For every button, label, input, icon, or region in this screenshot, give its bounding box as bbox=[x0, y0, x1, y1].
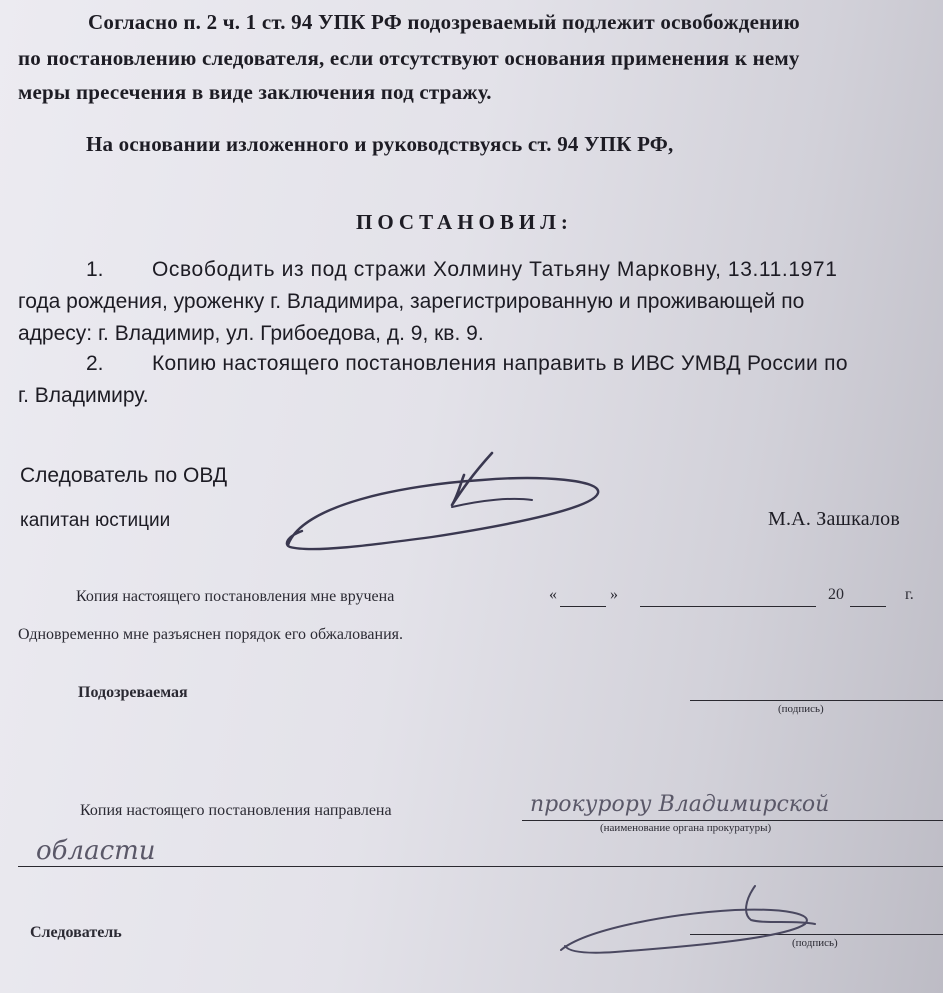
date-year-blank[interactable] bbox=[850, 606, 886, 607]
suspect-signature-line[interactable] bbox=[690, 700, 943, 701]
prosecutor-office-caption: (наименование органа прокуратуры) bbox=[600, 822, 772, 834]
suspect-label: Подозреваемая bbox=[78, 684, 188, 701]
date-close-quote: » bbox=[610, 586, 618, 603]
investigator-name: М.А. Зашкалов bbox=[768, 508, 901, 530]
prosecutor-office-handwriting: прокурору Владимирской bbox=[530, 792, 830, 817]
copy-received-label: Копия настоящего постановления мне вручена bbox=[76, 588, 395, 605]
item-2-number: 2. bbox=[86, 352, 104, 375]
date-year-suffix: г. bbox=[905, 586, 914, 603]
investigator-rank: капитан юстиции bbox=[20, 510, 171, 531]
prosecutor-office-line[interactable] bbox=[522, 820, 943, 821]
paragraph-grounds: На основании изложенного и руководствуясь ст. 94 УПК РФ, bbox=[86, 132, 674, 156]
prosecutor-region-handwriting: области bbox=[36, 836, 156, 866]
copy-sent-label: Копия настоящего постановления направлена bbox=[80, 802, 392, 819]
paragraph-legal-basis-line2: по постановлению следователя, если отсутствуют основания применения к нему bbox=[18, 46, 800, 70]
prosecutor-region-line[interactable] bbox=[18, 866, 943, 867]
investigator-signature-image-2 bbox=[555, 880, 855, 960]
investigator-title: Следователь по ОВД bbox=[20, 464, 228, 487]
date-year-prefix: 20 bbox=[828, 586, 844, 603]
investigator-signature-image bbox=[282, 445, 622, 565]
item-1-number: 1. bbox=[86, 258, 104, 281]
date-month-blank[interactable] bbox=[640, 606, 816, 607]
decision-heading: ПОСТАНОВИЛ: bbox=[356, 210, 573, 234]
item-1-line1: Освободить из под стражи Холмину Татьяну Марковну, 13.11.1971 bbox=[152, 258, 838, 281]
date-open-quote: « bbox=[549, 586, 557, 603]
appeal-explained-text: Одновременно мне разъяснен порядок его обжалования. bbox=[18, 626, 404, 643]
item-2-line2: г. Владимиру. bbox=[18, 384, 149, 407]
item-1-line2: года рождения, уроженку г. Владимира, зарегистрированную и проживающей по bbox=[18, 290, 805, 313]
item-1-line3: адресу: г. Владимир, ул. Грибоедова, д. 9, кв. 9. bbox=[18, 322, 484, 345]
paragraph-legal-basis-line3: меры пресечения в виде заключения под стражу. bbox=[18, 80, 492, 104]
investigator-signature-caption: (подпись) bbox=[792, 937, 838, 949]
item-2-line1: Копию настоящего постановления направить в ИВС УМВД России по bbox=[152, 352, 848, 375]
date-day-blank[interactable] bbox=[560, 606, 606, 607]
paragraph-legal-basis-line1: Согласно п. 2 ч. 1 ст. 94 УПК РФ подозреваемый подлежит освобождению bbox=[88, 10, 800, 34]
suspect-signature-caption: (подпись) bbox=[778, 703, 824, 715]
investigator-label: Следователь bbox=[30, 924, 122, 941]
